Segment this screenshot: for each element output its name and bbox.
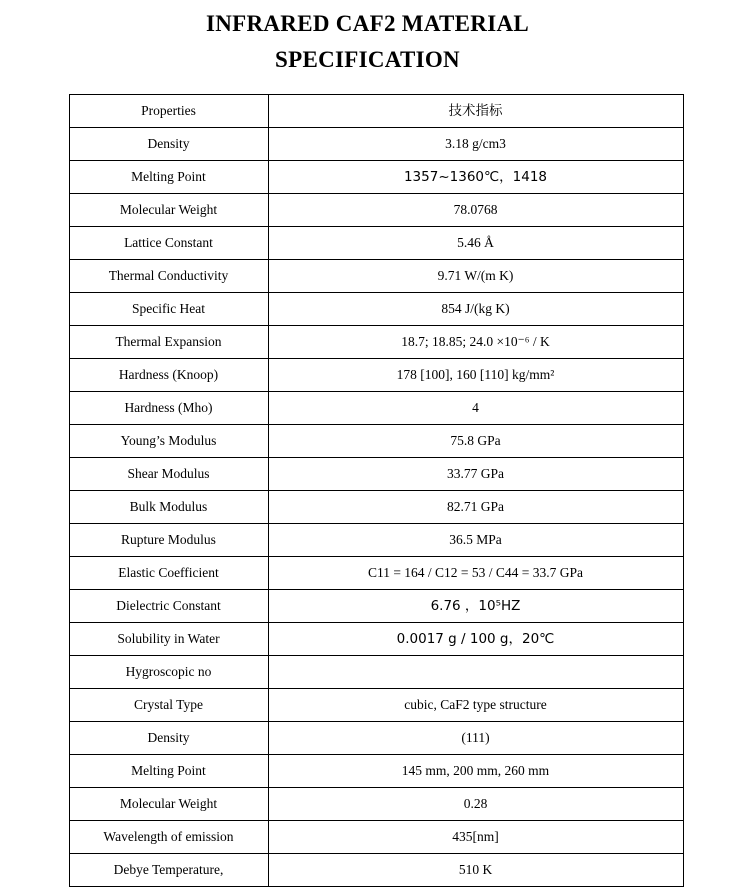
table-row xyxy=(69,326,683,359)
column-header-value: 技术指标 xyxy=(268,95,683,128)
row-property: Melting Point xyxy=(69,755,268,788)
row-value: 0.0017 g / 100 g，20℃ xyxy=(268,623,683,656)
row-value: 33.77 GPa xyxy=(268,458,683,491)
row-value: 510 K xyxy=(268,854,683,887)
table-header-row xyxy=(69,95,683,128)
table-row xyxy=(69,623,683,656)
row-property: Density xyxy=(69,128,268,161)
row-value: 78.0768 xyxy=(268,194,683,227)
table-row xyxy=(69,293,683,326)
row-property: Rupture Modulus xyxy=(69,524,268,557)
row-value: 854 J/(kg K) xyxy=(268,293,683,326)
row-property: Crystal Type xyxy=(69,689,268,722)
table-row xyxy=(69,128,683,161)
table-row xyxy=(69,557,683,590)
row-property: Thermal Expansion xyxy=(69,326,268,359)
row-property: Hygroscopic no xyxy=(69,656,268,689)
row-property: Shear Modulus xyxy=(69,458,268,491)
row-value: 18.7; 18.85; 24.0 ×10⁻⁶ / K xyxy=(268,326,683,359)
table-row xyxy=(69,590,683,623)
row-value: 0.28 xyxy=(268,788,683,821)
row-value: cubic, CaF2 type structure xyxy=(268,689,683,722)
table-row xyxy=(69,722,683,755)
table-row xyxy=(69,491,683,524)
row-property: Bulk Modulus xyxy=(69,491,268,524)
specification-table xyxy=(69,94,684,887)
table-row xyxy=(69,656,683,689)
row-property: Debye Temperature, xyxy=(69,854,268,887)
row-value: 36.5 MPa xyxy=(268,524,683,557)
page-title-line-2: SPECIFICATION xyxy=(275,47,460,72)
row-value: 4 xyxy=(268,392,683,425)
specification-table-container xyxy=(69,94,667,887)
row-property: Hardness (Knoop) xyxy=(69,359,268,392)
table-row xyxy=(69,458,683,491)
row-value: (111) xyxy=(268,722,683,755)
table-row xyxy=(69,689,683,722)
row-property: Wavelength of emission xyxy=(69,821,268,854)
table-row xyxy=(69,227,683,260)
table-row xyxy=(69,194,683,227)
specification-table-body xyxy=(69,95,683,887)
row-property: Elastic Coefficient xyxy=(69,557,268,590)
row-property: Hardness (Mho) xyxy=(69,392,268,425)
row-value: 75.8 GPa xyxy=(268,425,683,458)
row-value: 178 [100], 160 [110] kg/mm² xyxy=(268,359,683,392)
document-page xyxy=(0,6,735,877)
row-property: Molecular Weight xyxy=(69,194,268,227)
row-property: Thermal Conductivity xyxy=(69,260,268,293)
row-value: 6.76 ，10⁵HZ xyxy=(268,590,683,623)
row-value: 1357~1360℃，1418 xyxy=(268,161,683,194)
page-title xyxy=(88,6,648,78)
row-value: C11 = 164 / C12 = 53 / C44 = 33.7 GPa xyxy=(268,557,683,590)
table-row xyxy=(69,392,683,425)
row-property: Young’s Modulus xyxy=(69,425,268,458)
table-row xyxy=(69,359,683,392)
row-value: 5.46 Å xyxy=(268,227,683,260)
table-row xyxy=(69,821,683,854)
table-row xyxy=(69,425,683,458)
row-property: Lattice Constant xyxy=(69,227,268,260)
page-title-line-1: INFRARED CAF2 MATERIAL xyxy=(205,11,530,36)
row-value xyxy=(268,656,683,689)
table-row xyxy=(69,161,683,194)
table-row xyxy=(69,260,683,293)
row-property: Melting Point xyxy=(69,161,268,194)
column-header-property: Properties xyxy=(69,95,268,128)
row-property: Density xyxy=(69,722,268,755)
row-value: 3.18 g/cm3 xyxy=(268,128,683,161)
row-property: Dielectric Constant xyxy=(69,590,268,623)
row-value: 82.71 GPa xyxy=(268,491,683,524)
row-property: Molecular Weight xyxy=(69,788,268,821)
row-property: Specific Heat xyxy=(69,293,268,326)
row-value: 145 mm, 200 mm, 260 mm xyxy=(268,755,683,788)
row-value: 9.71 W/(m K) xyxy=(268,260,683,293)
row-property: Solubility in Water xyxy=(69,623,268,656)
row-value: 435[nm] xyxy=(268,821,683,854)
table-row xyxy=(69,755,683,788)
table-row xyxy=(69,788,683,821)
table-row xyxy=(69,524,683,557)
table-row xyxy=(69,854,683,887)
